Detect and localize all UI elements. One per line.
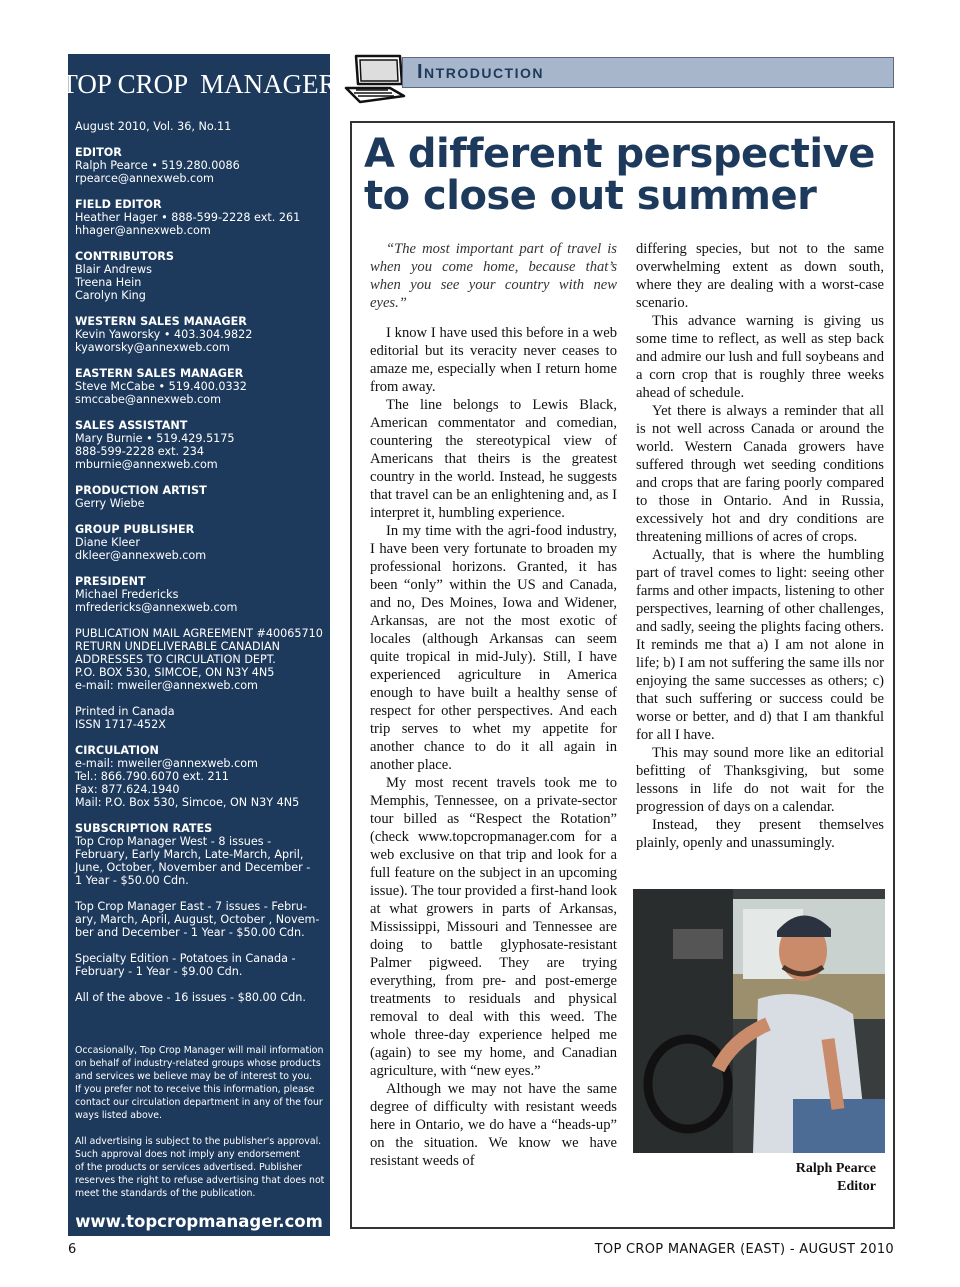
masthead-sidebar bbox=[61, 54, 337, 1236]
paragraph: Actually, that is where the humbling part of travel comes to light: seeing other farms and other impacts, listening to other perspectives, learning of other challenges, and sadly, seeing the plights facing others. It reminds me that a) I am not alone in life; b) I am not suffering the same ills nor enjoying the same successes as others; c) that such suffering or success could be worse or better, and d) that I am thankful for all I have. bbox=[636, 547, 884, 743]
paragraph: differing species, but not to the same overwhelming extent as down south, where they are dealing with a worst-case scenario. bbox=[636, 241, 884, 311]
website-link[interactable]: www.topcropmanager.com bbox=[75, 1212, 323, 1231]
logo-text-left: TOP CROP bbox=[61, 68, 189, 99]
page-number: 6 bbox=[68, 1242, 77, 1257]
section-banner bbox=[402, 57, 894, 88]
circulation-heading: CIRCULATION bbox=[75, 744, 159, 757]
staff-block bbox=[75, 419, 327, 471]
headline-line-1: A different perspective bbox=[364, 131, 875, 177]
article-column-1 bbox=[370, 240, 617, 1170]
staff-block bbox=[75, 146, 327, 185]
photo-caption bbox=[633, 1160, 876, 1196]
paragraph: The line belongs to Lewis Black, American commentator and comedian, countering the stereotypical view of Americans that theirs is the greatest country in the world. Instead, he suggests that travel can be an enlightening and, as I interpret it, humbling experience. bbox=[370, 397, 617, 521]
staff-role-heading: CONTRIBUTORS bbox=[75, 250, 174, 263]
notice-line: reserves the right to refuse advertising that does not bbox=[75, 1175, 325, 1186]
printed-info bbox=[75, 705, 327, 731]
subscription-heading: SUBSCRIPTION RATES bbox=[75, 822, 213, 835]
subscription-line: February, Early March, Late-March, April, bbox=[75, 848, 304, 861]
mail-agreement bbox=[75, 627, 327, 692]
staff-role-heading: EDITOR bbox=[75, 146, 122, 159]
running-footer: TOP CROP MANAGER (EAST) - AUGUST 2010 bbox=[594, 1242, 894, 1257]
staff-contact-line: kyaworsky@annexweb.com bbox=[75, 341, 230, 354]
circulation-line: Fax: 877.624.1940 bbox=[75, 783, 180, 796]
staff-block bbox=[75, 250, 327, 302]
staff-block bbox=[75, 523, 327, 562]
staff-contact-line: Diane Kleer bbox=[75, 536, 140, 549]
specialty-line: February - 1 Year - $9.00 Cdn. bbox=[75, 965, 243, 978]
paragraph: I know I have used this before in a web editorial but its veracity never ceases to amaze me, especially when I return home from away. bbox=[370, 325, 617, 395]
paragraph: This may sound more like an editorial befitting of Thanksgiving, but some lessons in life do not wait for the progression of days on a calendar. bbox=[636, 745, 884, 815]
staff-role-heading: SALES ASSISTANT bbox=[75, 419, 188, 432]
staff-contact-line: Blair Andrews bbox=[75, 263, 152, 276]
article-column-2 bbox=[636, 240, 884, 852]
mail-line: ADDRESSES TO CIRCULATION DEPT. bbox=[75, 653, 276, 666]
notice-line: If you prefer not to receive this information, please bbox=[75, 1084, 315, 1095]
staff-contact-line: rpearce@annexweb.com bbox=[75, 172, 214, 185]
pull-quote: “The most important part of travel is when you come home, because that’s when you see your country with new eyes.” bbox=[370, 241, 617, 311]
laptop-icon bbox=[342, 50, 408, 106]
subscription-line: 1 Year - $50.00 Cdn. bbox=[75, 874, 189, 887]
staff-block bbox=[75, 315, 327, 354]
notice-line: contact our circulation department in any of the four bbox=[75, 1097, 323, 1108]
caption-name: Ralph Pearce bbox=[795, 1161, 876, 1176]
staff-block bbox=[75, 575, 327, 614]
headline-line-2: to close out summer bbox=[364, 173, 817, 219]
article-headline bbox=[364, 133, 884, 217]
mail-line: e-mail: mweiler@annexweb.com bbox=[75, 679, 258, 692]
circulation-line: Tel.: 866.790.6070 ext. 211 bbox=[75, 770, 229, 783]
editor-photo bbox=[633, 889, 885, 1153]
paragraph: In my time with the agri-food industry, I have been very fortunate to broaden my professional horizons. Granted, it has been “only” within the US and Canada, and no, Des Moines, Iowa and Widener, Arkansas, are not the most exotic of locales (although Arkansas can seem quite tropical in mid-July). Still, I have experienced agriculture in America enough to have built a healthy sense of respect for other perspectives. And each trip serves to whet my appetite for another chance to do it all again in another place. bbox=[370, 523, 617, 773]
staff-role-heading: FIELD EDITOR bbox=[75, 198, 162, 211]
circulation-line: Mail: P.O. Box 530, Simcoe, ON N3Y 4N5 bbox=[75, 796, 300, 809]
east-line: ber and December - 1 Year - $50.00 Cdn. bbox=[75, 926, 305, 939]
mail-line: PUBLICATION MAIL AGREEMENT #40065710 bbox=[75, 627, 323, 640]
staff-contact-line: mfredericks@annexweb.com bbox=[75, 601, 238, 614]
caption-title: Editor bbox=[837, 1179, 876, 1194]
staff-contact-line: Treena Hein bbox=[75, 276, 142, 289]
staff-contact-line: Mary Burnie • 519.429.5175 bbox=[75, 432, 235, 445]
staff-block bbox=[75, 484, 327, 510]
staff-contact-line: Steve McCabe • 519.400.0332 bbox=[75, 380, 247, 393]
notice-line: All advertising is subject to the publisher's approval. bbox=[75, 1136, 322, 1147]
staff-contact-line: hhager@annexweb.com bbox=[75, 224, 211, 237]
staff-contact-line: Michael Fredericks bbox=[75, 588, 179, 601]
editor-photo-illustration bbox=[633, 889, 885, 1153]
east-line: Top Crop Manager East - 7 issues - Febru- bbox=[75, 900, 307, 913]
advertising-notice bbox=[75, 1135, 327, 1200]
printed-line: Printed in Canada bbox=[75, 705, 175, 718]
staff-contact-line: Heather Hager • 888-599-2228 ext. 261 bbox=[75, 211, 301, 224]
mailing-notice bbox=[75, 1044, 327, 1122]
staff-contact-line: Gerry Wiebe bbox=[75, 497, 145, 510]
staff-contact-line: Carolyn King bbox=[75, 289, 146, 302]
notice-line: on behalf of industry-related groups whose products bbox=[75, 1058, 321, 1069]
staff-directory bbox=[75, 120, 327, 1213]
notice-line: ways listed above. bbox=[75, 1110, 163, 1121]
staff-block bbox=[75, 198, 327, 237]
paragraph: Although we may not have the same degree of difficulty with resistant weeds here in Ontario, we do have a “heads-up” on the situation. We know we have resistant weeds of bbox=[370, 1081, 617, 1169]
all-line: All of the above - 16 issues - $80.00 Cdn. bbox=[75, 991, 306, 1004]
paragraph: Instead, they present themselves plainly, openly and unassumingly. bbox=[636, 817, 884, 851]
paragraph: Yet there is always a reminder that all is not well across Canada or around the world. Western Canada growers have suffered through wet seeding conditions and crops that are faring poorly compared to those in Ontario. And in Russia, excessively hot and dry conditions are threatening millions of acres of crops. bbox=[636, 403, 884, 545]
circulation-line: e-mail: mweiler@annexweb.com bbox=[75, 757, 258, 770]
subscription-block bbox=[75, 822, 327, 887]
staff-role-heading: PRODUCTION ARTIST bbox=[75, 484, 207, 497]
circulation-block bbox=[75, 744, 327, 809]
staff-role-heading: WESTERN SALES MANAGER bbox=[75, 315, 247, 328]
paragraph: My most recent travels took me to Memphis, Tennessee, on a private-sector tour billed as “Respect the Rotation” (check www.topcropmanager.com for a web exclusive on that trip and look for a full feature on the subject in an upcoming issue). The tour provided a first-hand look at what growers in parts of Arkansas, Mississippi, Missouri and Tennessee are doing to battle glyphosate-resistant Palmer pigweed. They are trying everything, from pre- and post-emerge treatments to residuals and physical removal to deal with this weed. The whole three-day experience helped me (again) to see my home, and Canadian agriculture, with “new eyes.” bbox=[370, 775, 617, 1079]
staff-contact-line: Kevin Yaworsky • 403.304.9822 bbox=[75, 328, 253, 341]
subscription-line: June, October, November and December - bbox=[75, 861, 311, 874]
article-frame bbox=[350, 121, 895, 1229]
magazine-logo bbox=[61, 54, 337, 114]
staff-contact-line: smccabe@annexweb.com bbox=[75, 393, 221, 406]
staff-block bbox=[75, 367, 327, 406]
staff-contact-line: dkleer@annexweb.com bbox=[75, 549, 207, 562]
staff-role-heading: GROUP PUBLISHER bbox=[75, 523, 195, 536]
subscription-line: Top Crop Manager West - 8 issues - bbox=[75, 835, 272, 848]
issue-line: August 2010, Vol. 36, No.11 bbox=[75, 120, 232, 133]
mail-line: RETURN UNDELIVERABLE CANADIAN bbox=[75, 640, 280, 653]
paragraph: This advance warning is giving us some time to reflect, as well as step back and admire our lush and full soybeans and a corn crop that is roughly three weeks ahead of schedule. bbox=[636, 313, 884, 401]
logo-text-right: MANAGER bbox=[200, 68, 337, 99]
east-line: ary, March, April, August, October , Novem- bbox=[75, 913, 320, 926]
staff-role-heading: PRESIDENT bbox=[75, 575, 146, 588]
all-rates bbox=[75, 991, 327, 1004]
staff-contact-line: Ralph Pearce • 519.280.0086 bbox=[75, 159, 240, 172]
specialty-line: Specialty Edition - Potatoes in Canada - bbox=[75, 952, 296, 965]
section-title: Introduction bbox=[417, 61, 544, 83]
notice-line: and services we believe may be of interest to you. bbox=[75, 1071, 313, 1082]
staff-contact-line: 888-599-2228 ext. 234 bbox=[75, 445, 204, 458]
issn-line: ISSN 1717-452X bbox=[75, 718, 166, 731]
east-rates bbox=[75, 900, 327, 939]
staff-contact-line: mburnie@annexweb.com bbox=[75, 458, 218, 471]
notice-line: meet the standards of the publication. bbox=[75, 1188, 256, 1199]
staff-role-heading: EASTERN SALES MANAGER bbox=[75, 367, 244, 380]
specialty-rates bbox=[75, 952, 327, 978]
notice-line: Such approval does not imply any endorsement bbox=[75, 1149, 300, 1160]
notice-line: of the products or services advertised. Publisher bbox=[75, 1162, 303, 1173]
notice-line: Occasionally, Top Crop Manager will mail information bbox=[75, 1045, 324, 1056]
mail-line: P.O. BOX 530, SIMCOE, ON N3Y 4N5 bbox=[75, 666, 275, 679]
